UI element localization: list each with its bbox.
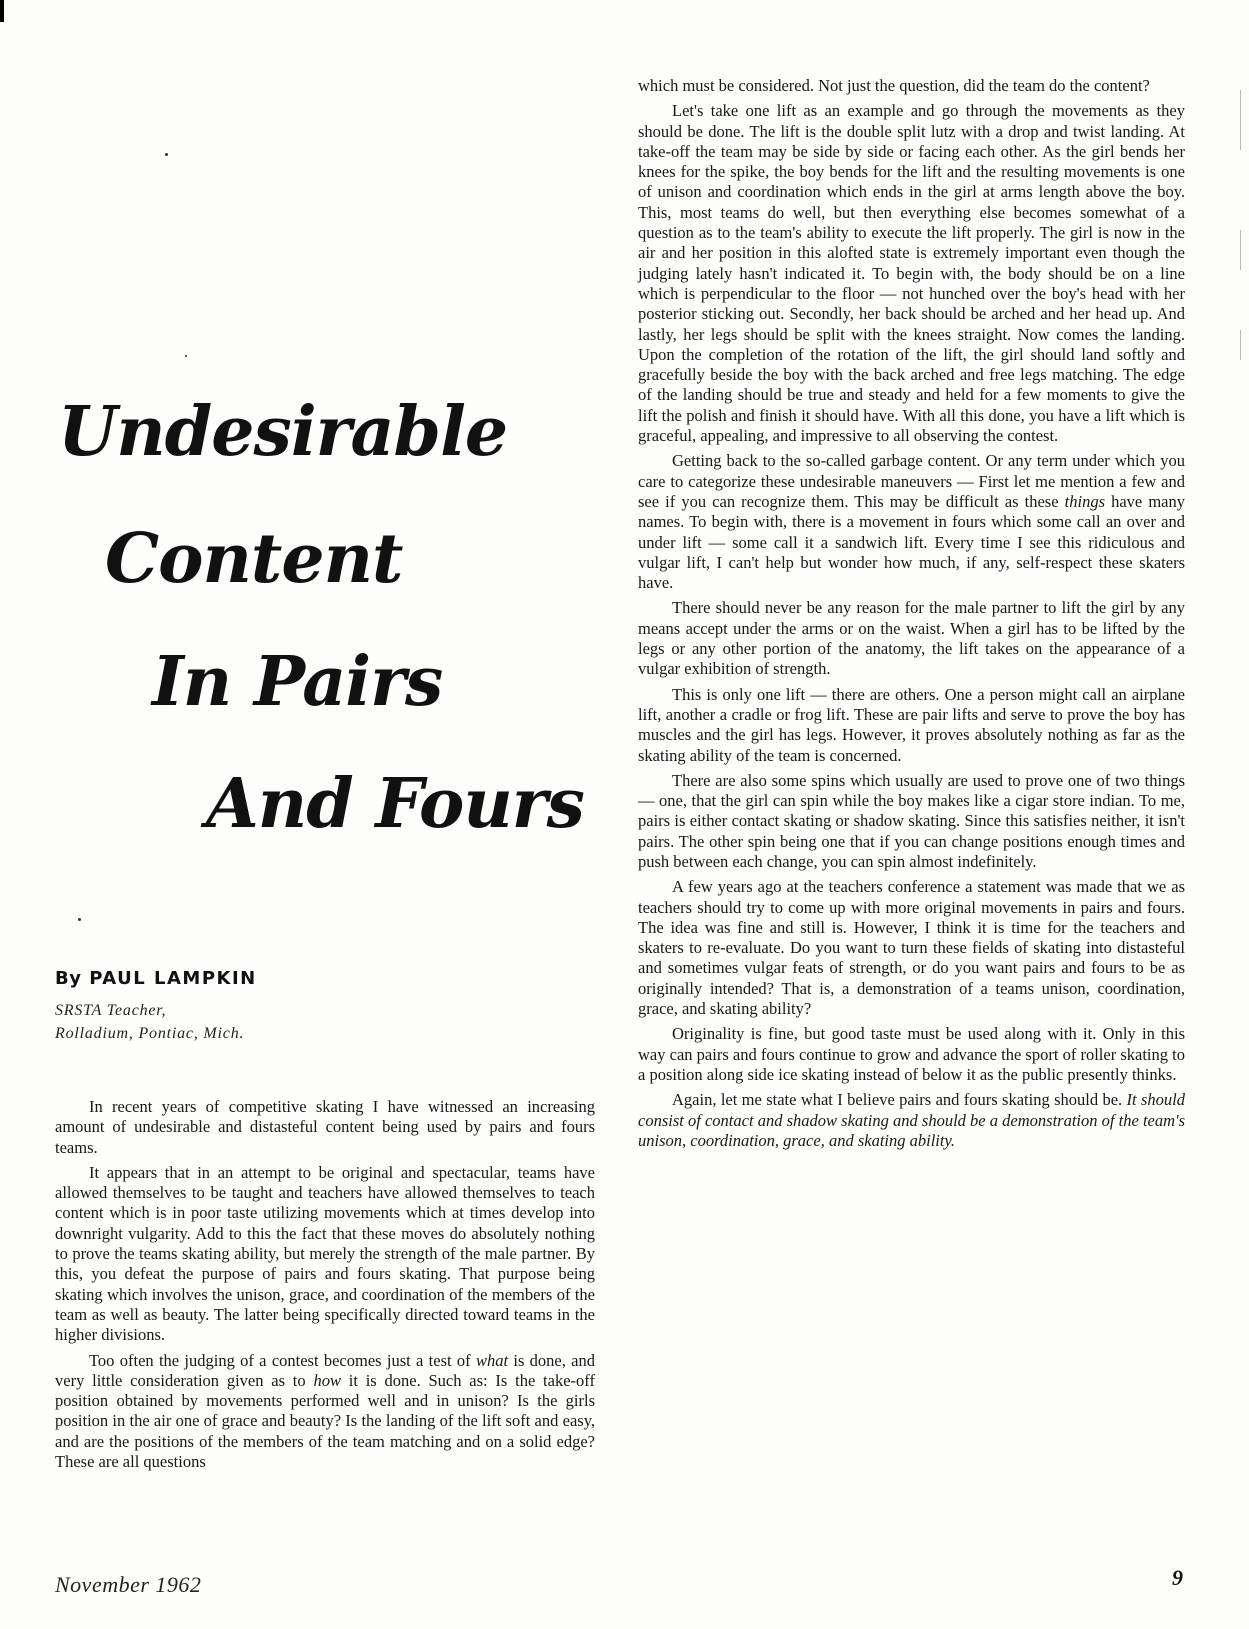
scan-speck xyxy=(185,355,187,357)
scan-speck xyxy=(165,153,168,156)
text-run: have many names. To begin with, there is a movement in fours which some call an over and under lift — some call it a sandwich lift. Every time I see this ridiculous and vulgar lift, I can't help but wonder how much, if any, self-respect these skaters have. xyxy=(638,491,1185,593)
paragraph: Originality is fine, but good taste must be used along with it. Only in this way can pairs and fours continue to grow and advance the sport of roller skating to a position along side ice skating instead of below it as the public presently thinks. xyxy=(638,1024,1185,1084)
paragraph: In recent years of competitive skating I have witnessed an increasing amount of undesirable and distasteful content being used by pairs and fours teams. xyxy=(55,1097,595,1157)
headline-line-2: Content xyxy=(105,519,403,599)
author-location: Rolladium, Pontiac, Mich. xyxy=(55,1025,245,1042)
text-run: it is done. Such as: Is the take-off position obtained by movements performed well and in unison? Is the girls position in the air one of grace and beauty? Is the landing of the lift soft and easy, and are the positions of the members of the team matching and on a solid edge? These are all questions xyxy=(55,1370,595,1472)
headline-line-4: And Fours xyxy=(206,764,584,844)
scan-edge-line xyxy=(1240,230,1241,270)
issue-date: November 1962 xyxy=(55,1572,202,1597)
paragraph-continued: which must be considered. Not just the question, did the team do the content? xyxy=(638,76,1150,95)
headline-line-1: Undesirable xyxy=(58,392,508,472)
headline-line-3: In Pairs xyxy=(152,642,443,722)
paragraph: There should never be any reason for the male partner to lift the girl by any means accept under the arms or on the waist. When a girl has to be lifted by the legs or any other portion of the anatomy, the lift takes on the appearance of a vulgar exhibition of strength. xyxy=(638,598,1185,679)
text-run: Too often the judging of a contest becomes just a test of xyxy=(89,1350,476,1370)
scan-speck xyxy=(78,918,81,921)
text-run: Again, let me state what I believe pairs and fours skating should be. xyxy=(672,1090,1127,1110)
scan-edge-line xyxy=(1240,330,1241,360)
text-run: Getting back to the so-called garbage content. Or any term under which you care to categorize these undesirable maneuvers — First let me mention a few and see if you can recognize them. This may be difficult as these xyxy=(638,451,1185,511)
paragraph: There are also some spins which usually are used to prove one of two things — one, that the girl can spin while the boy makes like a cigar store indian. To me, pairs is either contact skating or shadow skating. Since this satisfies neither, it isn't pairs. The other spin being one that if you can change positions enough times and push between each change, you can spin almost indefinitely. xyxy=(638,770,1185,871)
paragraph: A few years ago at the teachers conference a statement was made that we as teachers should try to come up with more original movements in pairs and fours. The idea was fine and still is. However, I think it is time for the teachers and skaters to re-evaluate. Do you want to turn these fields of skating into distasteful and sometimes vulgar feats of strength, or do you want pairs and fours to be as originally intended? That is, a demonstration of a teams unison, coordination, grace, and skating ability? xyxy=(638,877,1185,1019)
emphasis: It should consist of contact and shadow skating and should be a demonstration of the team's unison, coordination, grace, and skating ability. xyxy=(638,1090,1186,1150)
author-name: PAUL LAMPKIN xyxy=(89,968,257,989)
paragraph: Let's take one lift as an example and go through the movements as they should be done. The lift is the double split lutz with a drop and twist landing. At take-off the team may be side by side or facing each other. As the girl bends her knees for the spike, the boy bends for the lift and the resulting movements is one of unison and coordination which ends in the girl at arms length above the boy. This, most teams do well, but then everything else becomes somewhat of a question as to the team's ability to execute the lift properly. The girl is now in the air and her position in this alofted state is extremely important even though the judging lately hasn't indicated it. To begin with, the body should be on a line which is perpendicular to the floor — not hunched over the boy's head with her posterior sticking out. Secondly, her back should be arched and her head up. And lastly, her legs should be split with the knees straight. Now comes the landing. Upon the completion of the rotation of the lift, the girl should land softly and gracefully beside the boy with the back arched and free legs matching. The edge of the landing should be true and steady and held for a few moments to give the lift the polish and finish it should have. With all this done, you have a lift which is graceful, appealing, and impressive to all observing the contest. xyxy=(638,101,1185,446)
paragraph xyxy=(638,451,1185,593)
paragraph: It appears that in an attempt to be original and spectacular, teams have allowed themselves to be taught and teachers have allowed themselves to teach content which is in poor taste utilizing movements which at times develop into downright vulgarity. Add to this the fact that these moves do absolutely nothing to prove the teams skating ability, but merely the strength of the male partner. By this, you defeat the purpose of pairs and fours skating. That purpose being skating which involves the unison, grace, and coordination of the members of the team as well as beauty. The latter being specifically directed toward teams in the higher divisions. xyxy=(55,1162,595,1345)
author-title: SRSTA Teacher, xyxy=(55,1002,167,1019)
byline-by: By xyxy=(55,968,82,989)
emphasis: how xyxy=(313,1370,341,1390)
scan-edge-line xyxy=(1240,90,1241,150)
text-run: is done, and very little consideration given as to xyxy=(55,1350,595,1390)
byline xyxy=(55,968,257,989)
page-number: 9 xyxy=(1172,1565,1183,1590)
paragraph xyxy=(55,1351,595,1473)
paragraph xyxy=(638,1090,1185,1151)
emphasis: things xyxy=(1064,491,1105,511)
scan-corner-mark xyxy=(0,0,4,22)
emphasis: what xyxy=(475,1350,509,1370)
right-column xyxy=(638,76,1185,1156)
paragraph: This is only one lift — there are others. One a person might call an airplane lift, another a cradle or frog lift. These are pair lifts and serve to prove the boy has muscles and the girl has legs. However, it proves absolutely nothing as far as the skating ability of the team is concerned. xyxy=(638,684,1185,765)
left-column xyxy=(55,1097,595,1477)
